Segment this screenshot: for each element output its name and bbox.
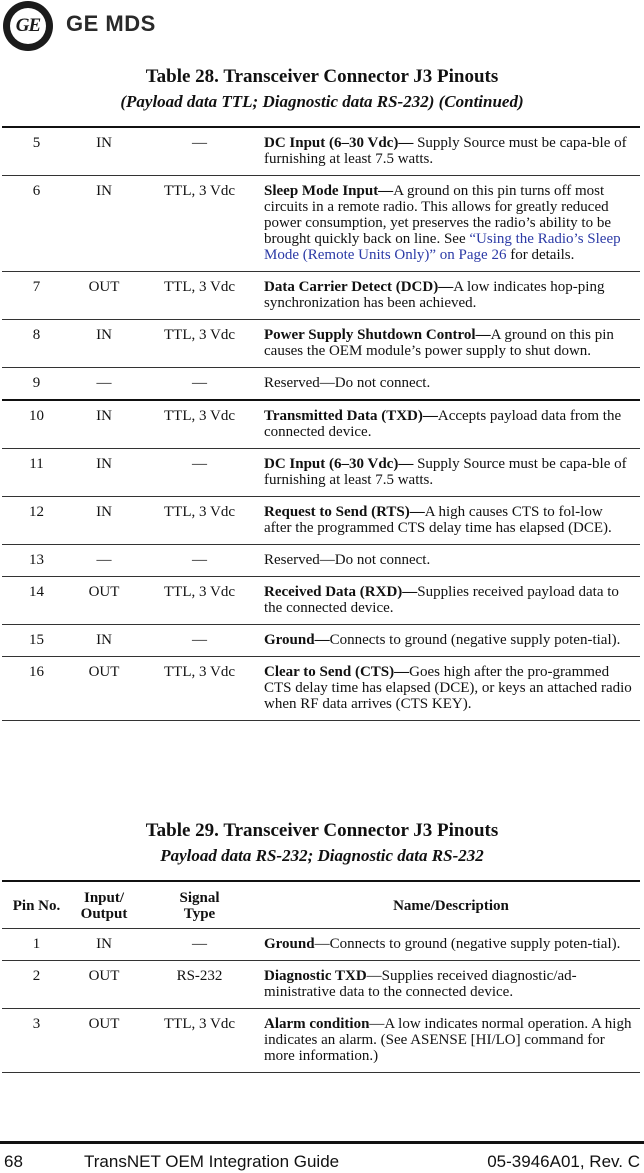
description-cell — [262, 625, 640, 657]
pin-cell: 8 — [2, 320, 71, 368]
description-cell — [262, 545, 640, 577]
table28-title: Table 28. Transceiver Connector J3 Pinouts — [145, 66, 499, 87]
pin-cell: 9 — [2, 368, 71, 401]
signal-name: DC Input (6–30 Vdc)— — [264, 135, 414, 151]
header-io — [71, 881, 137, 929]
table-row — [2, 272, 640, 320]
io-cell: IN — [71, 128, 137, 176]
signal-cell: TTL, 3 Vdc — [137, 176, 262, 272]
header-pin: Pin No. — [2, 881, 71, 929]
ge-logo-monogram: GE — [10, 8, 46, 44]
header-signal-line2: Type — [183, 906, 216, 922]
io-cell: — — [71, 545, 137, 577]
pin-cell: 11 — [2, 449, 71, 497]
signal-cell: TTL, 3 Vdc — [137, 400, 262, 449]
signal-name: DC Input (6–30 Vdc)— — [264, 456, 414, 472]
description-tail: for details. — [506, 247, 575, 263]
description-cell — [262, 1009, 640, 1073]
description-cell — [262, 176, 640, 272]
description-text: Reserved—Do not connect. — [264, 552, 431, 568]
description-text: Accepts payload data from the connected device. — [264, 408, 622, 440]
description-cell — [262, 577, 640, 625]
io-cell: OUT — [71, 657, 137, 721]
pin-cell: 14 — [2, 577, 71, 625]
description-cell — [262, 320, 640, 368]
signal-cell: TTL, 3 Vdc — [137, 657, 262, 721]
description-text: Supply Source must be capa-ble of furnishing at least 7.5 watts. — [264, 456, 627, 488]
signal-cell: TTL, 3 Vdc — [137, 272, 262, 320]
signal-cell: TTL, 3 Vdc — [137, 577, 262, 625]
description-text: —Supplies received diagnostic/ad-ministrative data to the connected device. — [264, 968, 577, 1000]
description-text: Connects to ground (negative supply poten-tial). — [329, 632, 621, 648]
signal-cell: — — [137, 545, 262, 577]
pin-cell: 16 — [2, 657, 71, 721]
signal-cell: TTL, 3 Vdc — [137, 497, 262, 545]
table-row — [2, 400, 640, 449]
brand-name: GE MDS — [66, 11, 156, 36]
table-row — [2, 961, 640, 1009]
table29-header-row — [2, 881, 640, 929]
signal-name: Request to Send (RTS)— — [264, 504, 425, 520]
io-cell: IN — [71, 497, 137, 545]
table-row — [2, 545, 640, 577]
io-cell: IN — [71, 449, 137, 497]
table-row — [2, 128, 640, 176]
table-row — [2, 176, 640, 272]
io-cell: IN — [71, 625, 137, 657]
table-row — [2, 449, 640, 497]
description-cell — [262, 497, 640, 545]
table-row — [2, 625, 640, 657]
io-cell: IN — [71, 320, 137, 368]
pin-cell: 10 — [2, 400, 71, 449]
signal-name: Sleep Mode Input— — [264, 183, 394, 199]
signal-name: Transmitted Data (TXD)— — [264, 408, 438, 424]
description-text: Supplies received payload data to the connected device. — [264, 584, 619, 616]
footer-guide-title: TransNET OEM Integration Guide — [84, 1152, 340, 1171]
footer-page-number: 68 — [4, 1152, 23, 1171]
pin-cell: 12 — [2, 497, 71, 545]
table28 — [2, 128, 640, 721]
cross-reference-link: “Using the Radio’s Sleep Mode (Remote Units Only)” on Page 26 — [264, 231, 621, 263]
signal-name: Ground— — [264, 632, 330, 648]
io-cell: OUT — [71, 1009, 137, 1073]
table29 — [2, 880, 640, 1073]
pin-cell: 5 — [2, 128, 71, 176]
description-cell — [262, 449, 640, 497]
signal-name: Clear to Send (CTS)— — [264, 664, 410, 680]
io-cell: OUT — [71, 272, 137, 320]
description-text: Reserved—Do not connect. — [264, 375, 431, 391]
description-cell — [262, 929, 640, 961]
pin-cell: 7 — [2, 272, 71, 320]
table-row — [2, 320, 640, 368]
io-cell: OUT — [71, 961, 137, 1009]
table-row — [2, 1009, 640, 1073]
io-cell: — — [71, 368, 137, 401]
header-name: Name/Description — [262, 881, 640, 929]
footer-rule — [0, 1141, 644, 1144]
io-cell: IN — [71, 400, 137, 449]
table28-subtitle: (Payload data TTL; Diagnostic data RS-232) (Continued) — [120, 92, 524, 111]
footer-doc-number: 05-3946A01, Rev. C — [487, 1152, 640, 1171]
description-text: A high causes CTS to fol-low after the programmed CTS delay time has elapsed (DCE). — [264, 504, 612, 536]
pin-cell: 3 — [2, 1009, 71, 1073]
signal-name: Ground — [264, 936, 315, 952]
signal-cell: TTL, 3 Vdc — [137, 320, 262, 368]
description-cell — [262, 368, 640, 401]
signal-cell: — — [137, 929, 262, 961]
page-header — [0, 0, 644, 56]
description-text: A low indicates hop-ping synchronization has been achieved. — [264, 279, 605, 311]
description-text: Goes high after the pro-grammed CTS delay time has elapsed (DCE), or keys an attached radio when RF data arrives (CTS KEY). — [264, 664, 632, 712]
io-cell: IN — [71, 929, 137, 961]
description-cell — [262, 272, 640, 320]
description-text: A ground on this pin causes the OEM module’s power supply to shut down. — [264, 327, 614, 359]
description-text: Supply Source must be capa-ble of furnishing at least 7.5 watts. — [264, 135, 627, 167]
description-cell — [262, 657, 640, 721]
table29-subtitle: Payload data RS-232; Diagnostic data RS-232 — [160, 846, 484, 865]
signal-cell: TTL, 3 Vdc — [137, 1009, 262, 1073]
header-signal — [137, 881, 262, 929]
signal-name: Alarm condition — [264, 1016, 370, 1032]
description-text: —A low indicates normal operation. A high indicates an alarm. (See ASENSE [HI/LO] command for more information.) — [264, 1016, 632, 1064]
ge-logo — [3, 1, 53, 51]
description-cell — [262, 128, 640, 176]
pin-cell: 1 — [2, 929, 71, 961]
signal-cell: — — [137, 449, 262, 497]
signal-cell: — — [137, 128, 262, 176]
pin-cell: 2 — [2, 961, 71, 1009]
signal-cell: — — [137, 368, 262, 401]
signal-cell: RS-232 — [137, 961, 262, 1009]
header-signal-line1: Signal — [179, 890, 220, 906]
table-row — [2, 657, 640, 721]
signal-cell: — — [137, 625, 262, 657]
table-row — [2, 577, 640, 625]
pin-cell: 13 — [2, 545, 71, 577]
table-row — [2, 929, 640, 961]
io-cell: OUT — [71, 577, 137, 625]
description-cell — [262, 400, 640, 449]
header-io-line1: Input/ — [83, 890, 125, 906]
table-row — [2, 368, 640, 401]
pin-cell: 6 — [2, 176, 71, 272]
header-io-line2: Output — [80, 906, 128, 922]
signal-name: Diagnostic TXD — [264, 968, 367, 984]
table29-title: Table 29. Transceiver Connector J3 Pinouts — [145, 820, 499, 841]
signal-name: Data Carrier Detect (DCD)— — [264, 279, 454, 295]
description-text: A ground on this pin turns off most circuits in a remote radio. This allows for greatly reduced power consumption, yet preserves the radio’s ability to be brought quickly back on line. See — [264, 183, 611, 247]
signal-name: Received Data (RXD)— — [264, 584, 418, 600]
io-cell: IN — [71, 176, 137, 272]
signal-name: Power Supply Shutdown Control— — [264, 327, 491, 343]
table-row — [2, 497, 640, 545]
pin-cell: 15 — [2, 625, 71, 657]
description-text: —Connects to ground (negative supply poten-tial). — [314, 936, 621, 952]
description-cell — [262, 961, 640, 1009]
